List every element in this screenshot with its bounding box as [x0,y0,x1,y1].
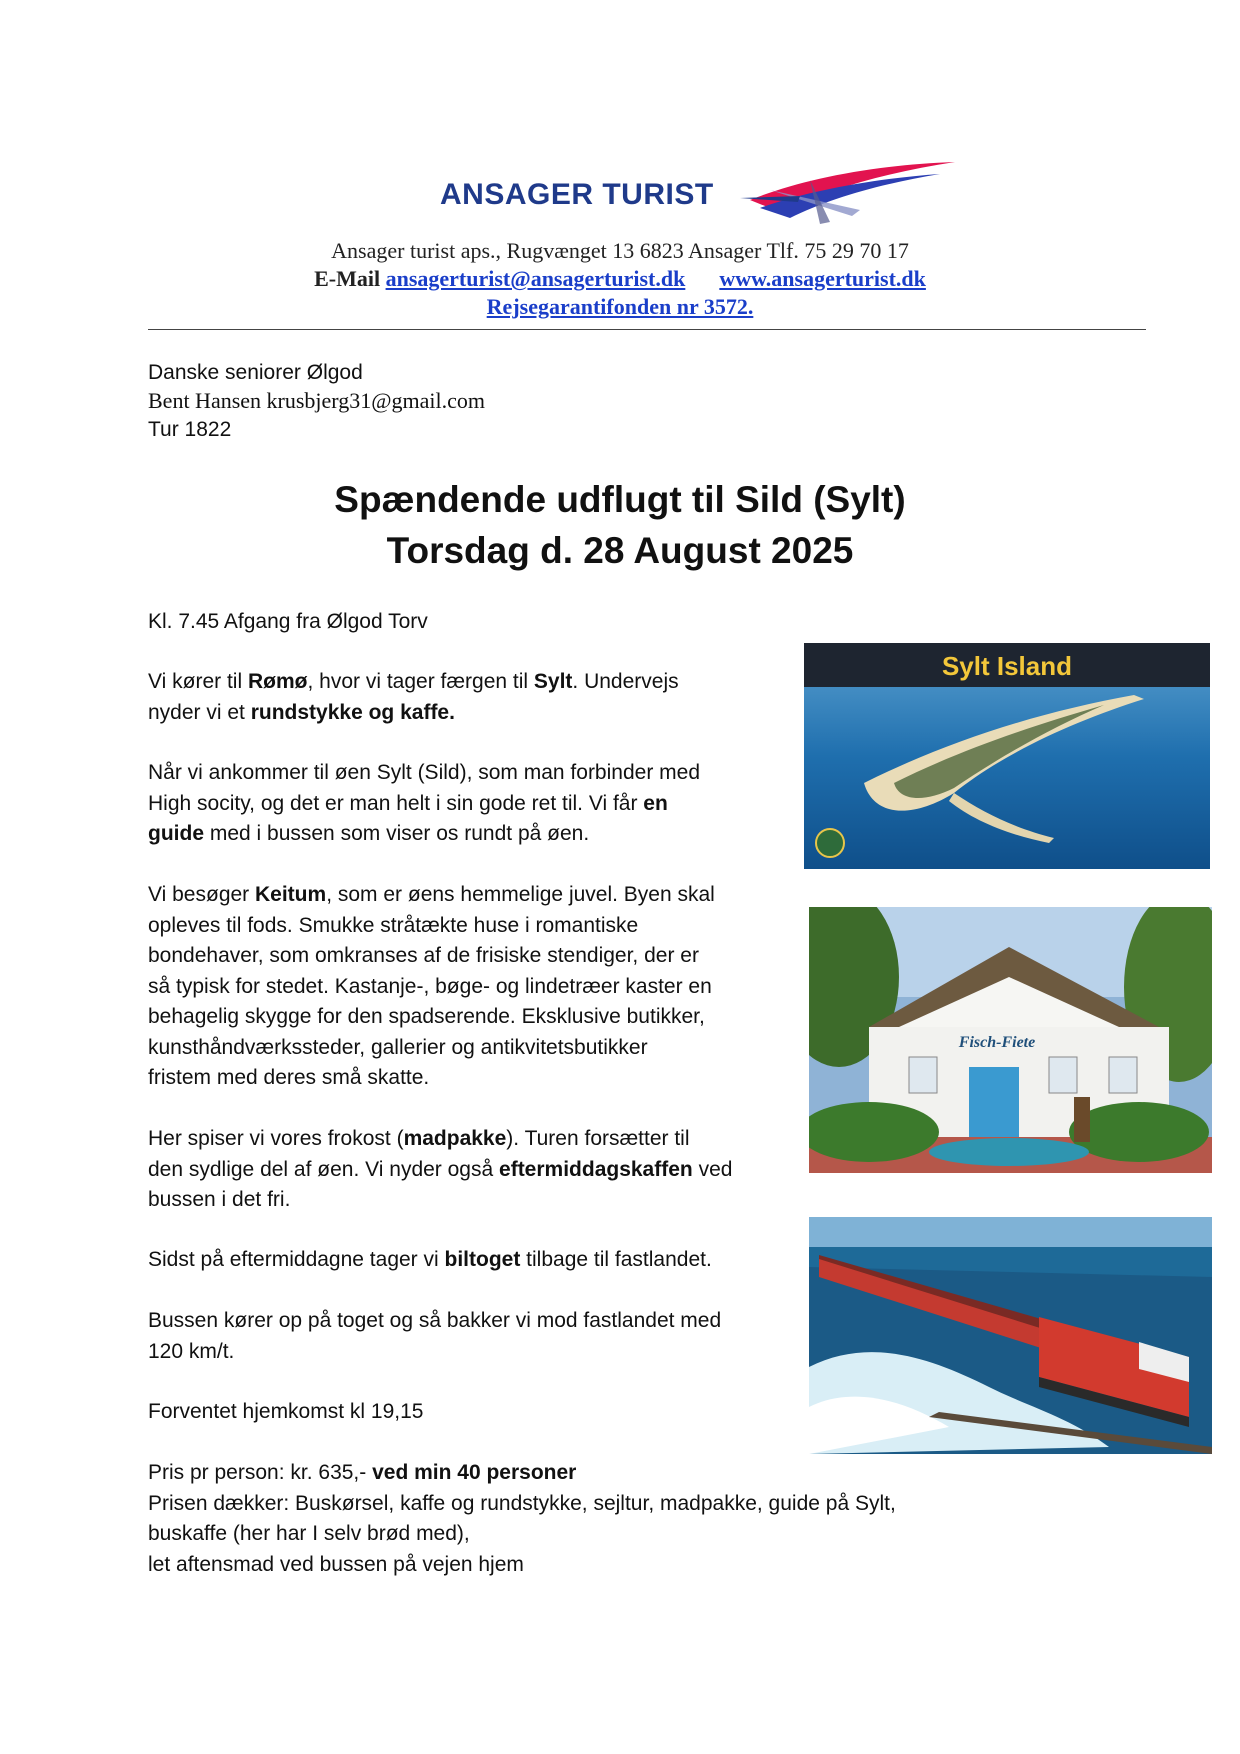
sylt-island-caption: Sylt Island [941,651,1073,681]
guarantee-link[interactable]: Rejsegarantifonden nr 3572. [486,294,754,319]
document-date: Torsdag d. 28 August 2025 [386,530,854,571]
airplane-swoosh-icon [740,160,960,230]
tour-number: Tur 1822 [148,418,232,441]
company-contact [0,266,1240,292]
recipient-contact: Bent Hansen krusbjerg31@gmail.com [148,388,485,413]
car-train-photo [809,1217,1212,1454]
header-divider [148,329,1146,330]
price-block: Pris pr person: kr. 635,- ved min 40 personer Prisen dækker: Buskørsel, kaffe og rundstykke, sejltur, madpakke, guide på Sylt, buskaffe (her har I selv brød med), let aftensmad ved bussen på vejen hjem [148,1461,896,1576]
paragraph-bus-train: Bussen kører op på toget og så bakker vi mod fastlandet med 120 km/t. [148,1309,722,1363]
keitum-house-photo [809,907,1212,1173]
paragraph-cartrain: Sidst på eftermiddagne tager vi biltoget tilbage til fastlandet. [148,1248,712,1271]
paragraph-lunch: Her spiser vi vores frokost (madpakke). Turen forsætter til den sydlige del af øen. Vi nyder også eftermiddagskaffen ved bussen i det fri. [148,1127,733,1211]
recipient-organization: Danske seniorer Ølgod [148,361,363,384]
logo-text: ANSAGER TURIST [440,178,714,211]
email-link[interactable]: ansagerturist@ansagerturist.dk [385,266,686,291]
company-address: Ansager turist aps., Rugvænget 13 6823 Ansager Tlf. 75 29 70 17 [331,238,909,263]
paragraph-keitum: Vi besøger Keitum, som er øens hemmelige juvel. Byen skal opleves til fods. Smukke stråtækte huse i romantiske bondehaver, som omkranses af de frisiske stendiger, der er så typisk for stedet. Kastanje-, bøge- og lindetræer kaster en behagelig skygge for den spadserende. Eksklusive butikker, kunsthåndværkssteder, gallerier og antikvitetsbutikker fristem med deres små skatte. [148,883,715,1089]
house-sign: Fisch-Fiete [958,1034,1036,1051]
expected-return: Forventet hjemkomst kl 19,15 [148,1400,424,1423]
guarantee-fund [0,294,1240,320]
paragraph-route: Vi kører til Rømø, hvor vi tager færgen til Sylt. Undervejs nyder vi et rundstykke og kaffe. [148,670,679,724]
sylt-island-photo [804,643,1210,869]
departure-line: Kl. 7.45 Afgang fra Ølgod Torv [148,610,428,633]
email-label: E-Mail [314,266,381,291]
company-logo [440,160,960,230]
document-title: Spændende udflugt til Sild (Sylt) [334,479,906,520]
website-link[interactable]: www.ansagerturist.dk [719,266,926,291]
paragraph-arrival: Når vi ankommer til øen Sylt (Sild), som man forbinder med High socity, og det er man helt i sin gode ret til. Vi får en guide med i bussen som viser os rundt på øen. [148,761,700,845]
